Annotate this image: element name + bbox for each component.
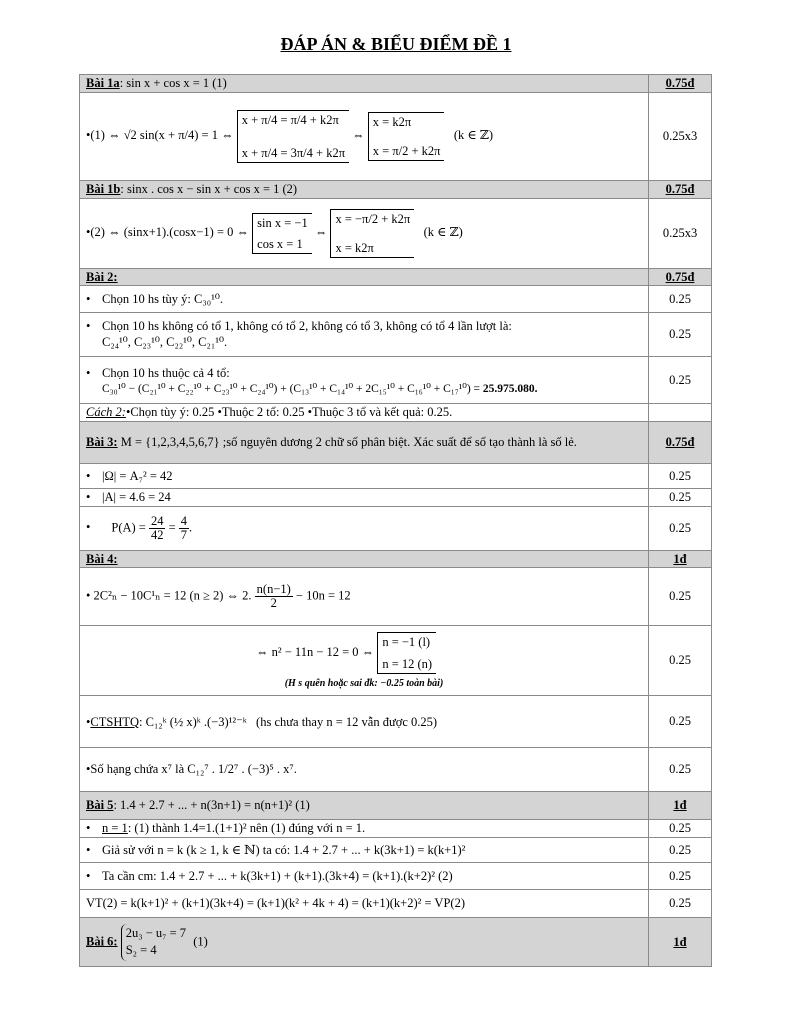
bai4-r4-score: 0.25 <box>649 748 712 792</box>
bai1a-sol-left: •(1) ⇔ √2 sin(x + π/4) = 1 ⇔ <box>86 128 234 143</box>
bai5-r3-score: 0.25 <box>649 863 712 890</box>
bai1b-cases <box>252 213 312 254</box>
bai5-expr: : 1.4 + 2.7 + ... + n(3n+1) = n(n+1)² (1) <box>113 798 310 812</box>
bai3-r3-n2: 4 <box>180 513 188 528</box>
bai1b-case1: sin x = −1 <box>257 216 308 231</box>
bai2-cach2-label: Cách 2: <box>86 405 126 419</box>
bai6-label: Bài 6: <box>86 933 118 948</box>
bai4-r3-score: 0.25 <box>649 696 712 748</box>
bai3-r3-d1: 42 <box>150 528 164 542</box>
bai5-r1-score: 0.25 <box>649 820 712 838</box>
bai3-row3: • P(A) = $\frac{24}{42}$ = $\frac{4}{7}$ . 0.25 <box>80 507 712 551</box>
bai4-r1-right: − 10n = 12 <box>295 588 351 603</box>
bai4-row2 <box>80 626 712 696</box>
bai5-score: 1đ <box>649 792 712 820</box>
bai4-r1-score: 0.25 <box>649 568 712 626</box>
bai2-r2-score: 0.25 <box>649 313 712 357</box>
bai1a-cond: (k ∈ ℤ) <box>453 128 494 143</box>
bai1a-expr: : sin x + cos x = 1 (1) <box>119 76 227 90</box>
bai2-score: 0.75đ <box>649 269 712 286</box>
bai4-note: (H s quên hoặc sai đk: −0.25 toàn bài) <box>284 678 444 690</box>
bai3-header <box>80 422 712 464</box>
bai4-row3: •CTSHTQ: C₁₂ᵏ (½ x)ᵏ .(−3)¹²⁻ᵏ (hs chưa thay n = 12 vẫn được 0.25) 0.25 <box>80 696 712 748</box>
bai2-cach2-text: •Chọn tùy ý: 0.25 •Thuộc 2 tổ: 0.25 •Thuộc 3 tổ và kết quả: 0.25. <box>125 405 453 419</box>
bai3-r2: |A| = 4.6 = 24 <box>102 490 171 504</box>
bai4-r1-num: n(n−1) <box>256 581 291 596</box>
bai2-r2-math: C₂₄¹⁰, C₂₃¹⁰, C₂₂¹⁰, C₂₁¹⁰. <box>102 335 228 349</box>
bai1a-res2: x = π/2 + k2π <box>372 143 441 158</box>
bai5-row2: • Giả sử với n = k (k ≥ 1, k ∈ ℕ) ta có: 1.4 + 2.7 + ... + k(3k+1) = k(k+1)² 0.25 <box>80 838 712 863</box>
bai2-r1: Chọn 10 hs tùy ý: C₃₀¹⁰. <box>102 292 223 306</box>
bai5-r1-text: : (1) thành 1.4=1.(1+1)² nên (1) đúng với n = 1. <box>127 821 366 835</box>
bai1b-header <box>80 181 712 199</box>
bai6-case1: 2u₃ − u₇ = 7 <box>125 925 187 940</box>
bai3-r3-score: 0.25 <box>649 507 712 551</box>
bai2-cach2 <box>80 404 712 422</box>
bai1a-case2: x + π/4 = 3π/4 + k2π <box>241 145 346 160</box>
bai3-label: Bài 3: <box>86 435 118 449</box>
bai2-r3-score: 0.25 <box>649 357 712 404</box>
bai4-r4-text: •Số hạng chứa x⁷ là <box>86 762 185 776</box>
bai1b-sol-score: 0.25x3 <box>649 199 712 269</box>
bai2-label: Bài 2: <box>86 269 118 284</box>
bai4-r2-score: 0.25 <box>649 626 712 696</box>
page-title: ĐÁP ÁN & BIỂU ĐIỂM ĐỀ 1 <box>280 34 512 54</box>
bai4-r1-left: • 2C²ₙ − 10C¹ₙ = 12 (n ≥ 2) ⇔ 2. <box>86 588 252 603</box>
bai4-score: 1đ <box>649 551 712 568</box>
bai5-row1: • n = 1: (1) thành 1.4=1.(1+1)² nên (1) đúng với n = 1. 0.25 <box>80 820 712 838</box>
bai1b-res2: x = k2π <box>335 240 374 255</box>
bai4-r3-label: CTSHTQ <box>90 714 140 729</box>
bai4-r4-math: C₁₂⁷ . 1/2⁷ . (−3)⁵ . x⁷. <box>187 762 297 776</box>
bai1a-label: Bài 1a <box>86 76 120 90</box>
bai3-r3-d2: 7 <box>180 528 188 542</box>
bai5-header <box>80 792 712 820</box>
bai1b-solution: •(2) ⇔ (sinx+1).(cosx−1) = 0 ⇔ sin x = −1 cos x = 1 ⇔ x = −π/2 + k2π x = k2π (k ∈ ℤ) 0.25x3 <box>80 199 712 269</box>
bai1b-res1: x = −π/2 + k2π <box>335 212 411 227</box>
bai4-r2-left: ⇔ n² − 11n − 12 = 0 ⇔ <box>256 644 375 659</box>
answer-table <box>79 74 712 967</box>
bai6-system <box>121 924 190 961</box>
bai2-r3-result: 25.975.080. <box>482 382 538 395</box>
bai2-row2: • Chọn 10 hs không có tổ 1, không có tổ 2, không có tổ 3, không có tổ 4 lần lượt là: C₂₄¹⁰, C₂₃¹⁰, C₂₂¹⁰, C₂₁¹⁰. 0.25 <box>80 313 712 357</box>
bai3-r2-score: 0.25 <box>649 489 712 507</box>
bai5-r1-label: n = 1 <box>102 821 128 835</box>
bai5-r4: VT(2) = k(k+1)² + (k+1)(3k+4) = (k+1)(k² + 4k + 4) = (k+1)(k+2)² = VP(2) <box>86 896 465 910</box>
bai6-score: 1đ <box>649 918 712 967</box>
bai5-label: Bài 5 <box>86 798 114 812</box>
bai2-row1: • Chọn 10 hs tùy ý: C₃₀¹⁰. 0.25 <box>80 286 712 313</box>
bai4-r2-case2: n = 12 (n) <box>382 657 433 671</box>
bai4-r2-case1: n = −1 (l) <box>382 634 431 649</box>
bai5-row4 <box>80 890 712 918</box>
bai1a-res1: x = k2π <box>372 115 412 130</box>
bai2-row3: • Chọn 10 hs thuộc cả 4 tổ: C₃₀¹⁰ − (C₂₁¹⁰ + C₂₂¹⁰ + C₂₃¹⁰ + C₂₄¹⁰) + (C₁₃¹⁰ + C₁₄¹⁰ + 2C₁₅¹⁰ + C₁₆¹⁰ + C₁₇¹⁰) = 25.975.080. 0.25 <box>80 357 712 404</box>
bai5-r4-score: 0.25 <box>649 890 712 918</box>
bai2-r1-score: 0.25 <box>649 286 712 313</box>
bai6-case2: S₂ = 4 <box>125 943 157 957</box>
bai4-row4 <box>80 748 712 792</box>
bai2-r3-text: Chọn 10 hs thuộc cả 4 tổ: <box>102 365 230 380</box>
bai2-r2-text: Chọn 10 hs không có tổ 1, không có tổ 2, không có tổ 3, không có tổ 4 lần lượt là: <box>102 319 512 333</box>
bai1b-results <box>330 209 414 258</box>
bai1b-case2: cos x = 1 <box>257 236 303 251</box>
bai4-r2-cases <box>377 632 436 675</box>
bai4-r3-math: : C₁₂ᵏ (½ x)ᵏ .(−3)¹²⁻ᵏ <box>139 714 247 729</box>
bai3-row2: • |A| = 4.6 = 24 0.25 <box>80 489 712 507</box>
bai3-r3-n1: 24 <box>150 513 164 528</box>
bai4-row1 <box>80 568 712 626</box>
bai1a-solution: •(1) ⇔ √2 sin(x + π/4) = 1 ⇔ x + π/4 = π/4 + k2π x + π/4 = 3π/4 + k2π ⇔ x = k2π x = π/2 + k2π (k ∈ ℤ) 0.25x3 <box>80 93 712 181</box>
bai3-row1: • |Ω| = A₇² = 42 0.25 <box>80 464 712 489</box>
bai3-r3-left: P(A) = <box>111 520 146 535</box>
bai1a-cases <box>237 110 349 163</box>
bai2-r3-math: C₃₀¹⁰ − (C₂₁¹⁰ + C₂₂¹⁰ + C₂₃¹⁰ + C₂₄¹⁰) + (C₁₃¹⁰ + C₁₄¹⁰ + 2C₁₅¹⁰ + C₁₆¹⁰ + C₁₇¹⁰) = <box>102 382 481 395</box>
bai4-r3-note: (hs chưa thay n = 12 vẫn được 0.25) <box>256 714 438 729</box>
bai4-label: Bài 4: <box>86 551 118 566</box>
bai1b-expr: : sinx . cos x − sin x + cos x = 1 (2) <box>120 182 298 196</box>
bai1b-cond: (k ∈ ℤ) <box>423 225 463 240</box>
bai6-header <box>80 918 712 967</box>
bai2-header <box>80 269 712 286</box>
bai1a-header <box>80 75 712 93</box>
bai1a-results <box>368 112 445 161</box>
bai1a-sol-score: 0.25x3 <box>649 93 712 181</box>
bai1b-score: 0.75đ <box>649 181 712 199</box>
bai1b-sol-left: •(2) ⇔ (sinx+1).(cosx−1) = 0 ⇔ <box>86 225 250 240</box>
bai1a-score: 0.75đ <box>649 75 712 93</box>
bai5-r3: Ta cần cm: 1.4 + 2.7 + ... + k(3k+1) + (k+1).(3k+4) = (k+1).(k+2)² (2) <box>102 868 453 883</box>
bai1b-label: Bài 1b <box>86 182 121 196</box>
bai3-text: M = {1,2,3,4,5,6,7} ;số nguyên dương 2 chữ số phân biệt. Xác suất để số tạo thành là số lẻ. <box>120 435 577 449</box>
bai3-r1: |Ω| = A₇² = 42 <box>102 468 173 483</box>
bai5-r2: Giả sử với n = k (k ≥ 1, k ∈ ℕ) ta có: 1.4 + 2.7 + ... + k(3k+1) = k(k+1)² <box>102 843 466 857</box>
bai3-r1-score: 0.25 <box>649 464 712 489</box>
bai1a-case1: x + π/4 = π/4 + k2π <box>241 113 339 128</box>
bai4-header <box>80 551 712 568</box>
bai5-r2-score: 0.25 <box>649 838 712 863</box>
bai3-score: 0.75đ <box>649 422 712 464</box>
bai5-row3: • Ta cần cm: 1.4 + 2.7 + ... + k(3k+1) + (k+1).(3k+4) = (k+1).(k+2)² (2) 0.25 <box>80 863 712 890</box>
bai4-r1-den: 2 <box>270 596 277 610</box>
bai6-tag: (1) <box>193 933 208 948</box>
